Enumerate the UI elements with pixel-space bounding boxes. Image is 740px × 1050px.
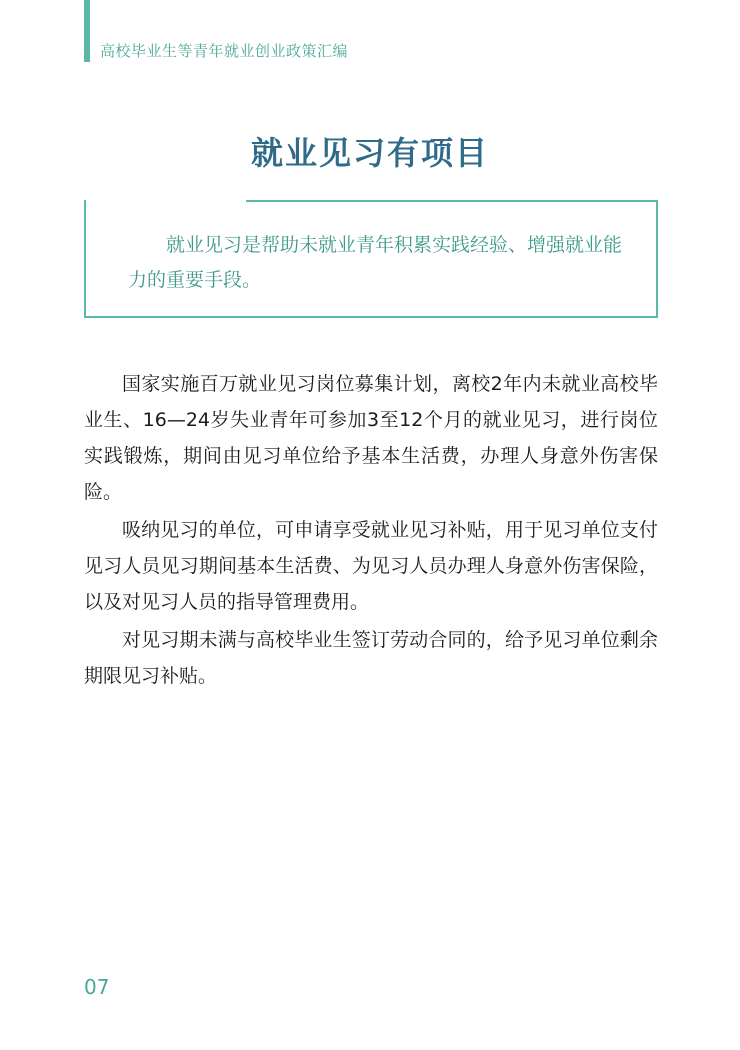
body-text	[84, 366, 658, 696]
section-title: 就业见习有项目	[250, 134, 489, 172]
page-number: 07	[84, 975, 110, 999]
paragraph: 吸纳见习的单位，可申请享受就业见习补贴，用于见习单位支付见习人员见习期间基本生活费、为见习人员办理人身意外伤害保险，以及对见习人员的指导管理费用。	[84, 519, 658, 613]
callout-border-right	[656, 200, 658, 318]
callout-box	[84, 200, 658, 318]
paragraph: 对见习期未满与高校毕业生签订劳动合同的，给予见习单位剩余期限见习补贴。	[84, 629, 658, 687]
callout-text: 就业见习是帮助未就业青年积累实践经验、增强就业能力的重要手段。	[128, 234, 623, 291]
header-accent-bar	[84, 0, 90, 62]
callout-border-left	[84, 200, 86, 318]
callout-border-bottom	[84, 316, 658, 318]
paragraph: 国家实施百万就业见习岗位募集计划，离校2年内未就业高校毕业生、16—24岁失业青年可参加3至12个月的就业见习，进行岗位实践锻炼，期间由见习单位给予基本生活费，办理人身意外伤害保险。	[84, 373, 658, 503]
running-header: 高校毕业生等青年就业创业政策汇编	[100, 42, 349, 60]
callout-border-top	[246, 200, 658, 202]
